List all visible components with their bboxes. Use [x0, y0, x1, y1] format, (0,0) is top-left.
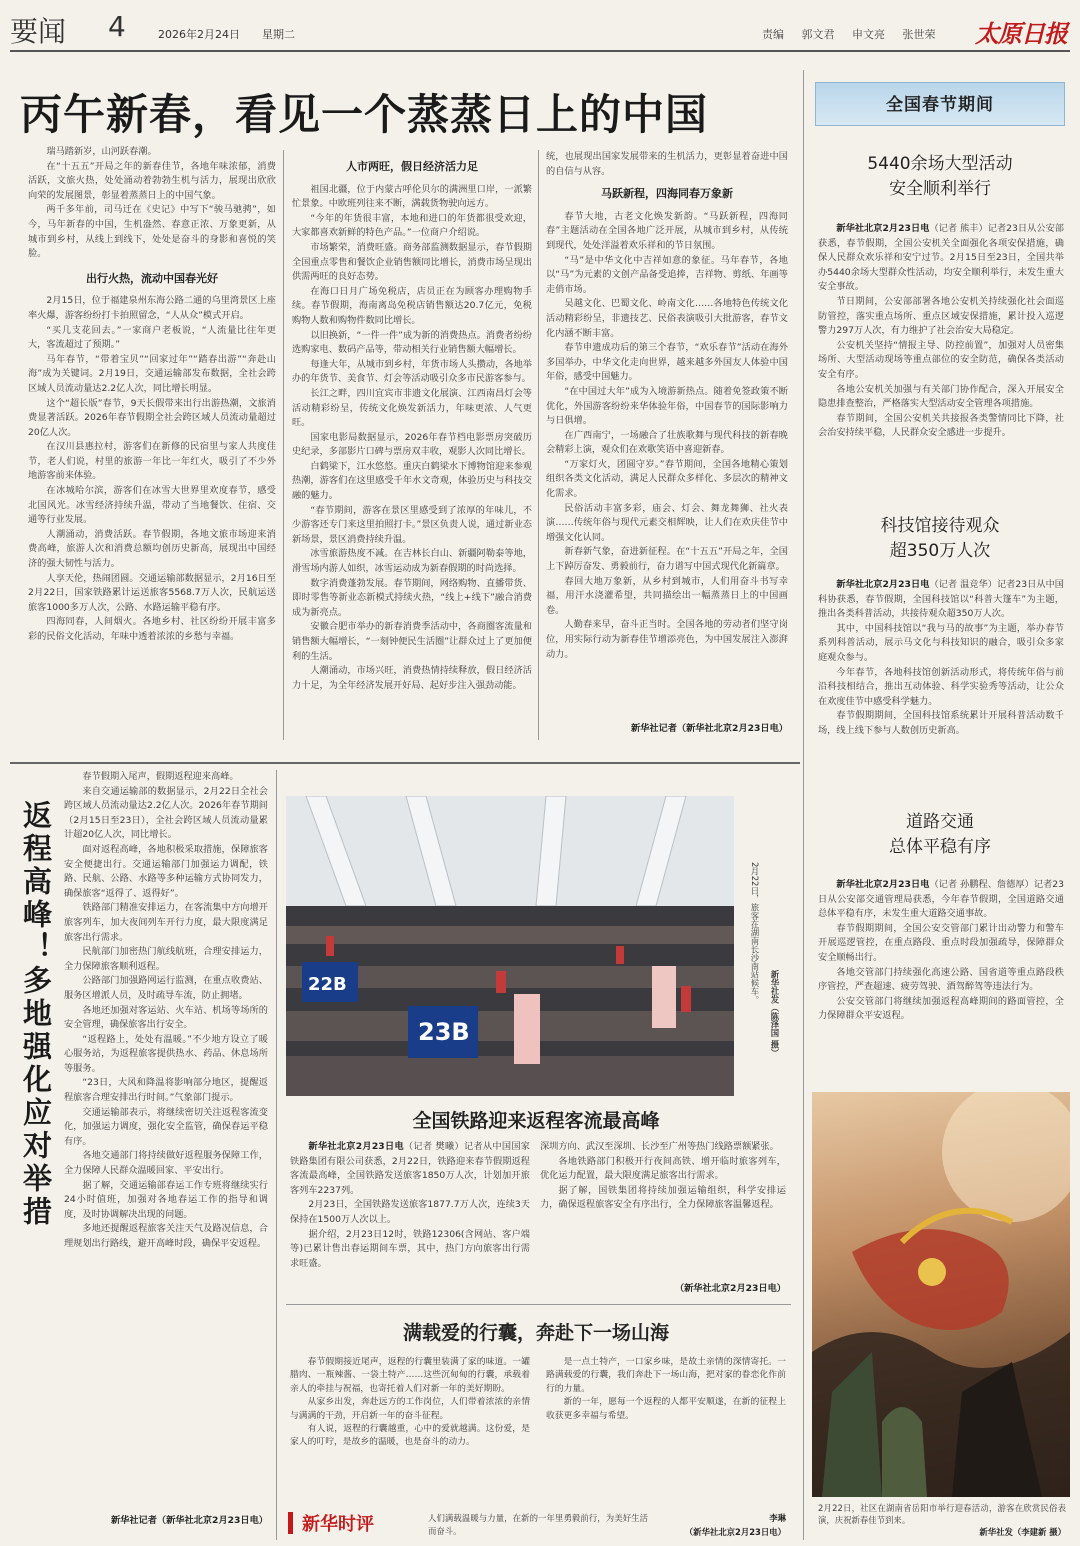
- paragraph: 节日期间，公安部部署各地公安机关持续强化社会面巡防管控，落实重点场所、重点区域安保措施，累计投入巡逻警力297万人次，有力维护了社会治安大局稳定。: [818, 295, 1064, 337]
- paragraph: 民航部门加密热门航线航班，合理安排运力，全力保障旅客顺利返程。: [64, 946, 268, 972]
- article-dateline: 新华社北京2月23日电: [836, 579, 930, 590]
- commentary-tag: [288, 1510, 416, 1536]
- paragraph: 瑞马踏新岁，山河跃春潮。: [46, 146, 157, 157]
- sidebar-article-title: [815, 514, 1065, 564]
- station-photo: [286, 796, 734, 1096]
- station-photo-caption: 2月22日，旅客在湖南长沙南站候车。: [750, 862, 760, 1004]
- sidebar-rule: [803, 70, 804, 1540]
- paragraph: 春节假期入尾声，假期返程迎来高峰。: [82, 771, 239, 782]
- section-rule: [10, 762, 800, 764]
- title-line: 道路交通: [906, 812, 974, 832]
- sidebar-article-body: [818, 578, 1064, 766]
- paragraph: 春节期间，全国公安机关共接报各类警情同比下降，社会治安持续平稳，人民群众安全感进一步提升。: [818, 412, 1064, 439]
- tag-text: 新华时评: [302, 1514, 374, 1535]
- main-col-3: [546, 150, 788, 745]
- paragraph: 两千多年前，司马迁在《史记》中写下“骏马驰骋”，如今，马年新春的中国，生机盎然、春意正浓、万象更新，从城市到乡村，从线上到线下，处处是奋斗的身影和喜悦的笑脸。: [28, 204, 276, 260]
- article-dateline: 新华社北京2月23日电: [308, 1141, 404, 1152]
- paragraph: 交通运输部表示，将继续密切关注返程客流变化，加强运力调度，强化安全监管，确保春运平稳有序。: [64, 1106, 268, 1147]
- main-headline: 丙午新春，看见一个蒸蒸日上的中国: [20, 90, 709, 139]
- masthead-rule: [10, 50, 1070, 52]
- paragraph: 来自交通运输部的数据显示，2月22日全社会跨区域人员流动量达2.2亿人次。2026年春节期间（2月15日至23日），全社会跨区域人员流动量累计超20亿人次，同比增长。: [64, 785, 268, 841]
- paragraph: （记者 樊曦）记者从中国国家铁路集团有限公司获悉，2月22日，铁路迎来春节假期返程客流最高峰，全国铁路发送旅客1850万人次，计划加开旅客列车2237列。: [290, 1141, 530, 1196]
- paragraph: 多地还提醒返程旅客关注天气及路况信息，合理规划出行路线，避开高峰时段，确保平安返程。: [64, 1223, 268, 1249]
- rail-article-left: [290, 1140, 530, 1300]
- paragraph: 是一点土特产，一口家乡味，是故土亲情的深情寄托。一路满载爱的行囊，我们奔赴下一场山海，把对家的眷恋化作前行的力量。: [546, 1357, 786, 1394]
- paragraph: “买几支花回去。”一家商户老板说，“人流量比往年更大，客流超过了预期。”: [28, 324, 276, 351]
- platform-sign: 23B: [418, 1018, 470, 1046]
- vertical-headline: 返程高峰！多地强化应对举措: [19, 800, 53, 1229]
- main-col-1: [28, 145, 276, 745]
- section-subhead: 出行火热，流动中国春光好: [86, 271, 218, 285]
- paragraph: 人勤春来早，奋斗正当时。全国各地的劳动者们坚守岗位，用实际行动为新春佳节增添亮色，为中国发展注入澎湃动力。: [546, 619, 788, 660]
- rail-article-right: [540, 1140, 786, 1280]
- section-subhead: 马跃新程，四海同春万象新: [601, 187, 733, 201]
- paragraph: 在海口日月广场免税店，店员正在为顾客办理购物手续。春节假期，海南离岛免税店销售额达20.7亿元，免税购物人数和购物件数同比增长。: [292, 285, 532, 326]
- paragraph: 公安机关坚持“情报主导、防控前置”，加强对人员密集场所、大型活动现场等重点部位的安全防范，确保各类活动安全有序。: [818, 339, 1064, 380]
- article-byline: 新华社记者（新华社北京2月23日电）: [64, 1514, 268, 1529]
- paragraph: （记者 温竞华）记者23日从中国科协获悉，春节假期，全国科技馆以“科普大篷车”为主题，推出各类科普活动，共接待观众超350万人次。: [818, 579, 1064, 620]
- paragraph: 人潮涌动，市场兴旺，消费热情持续释放，假日经济活力十足，为全年经济发展开好局、起好步注入强劲动能。: [292, 665, 532, 691]
- paragraph: “返程路上，处处有温暖。”不少地方设立了暖心服务站，为返程旅客提供热水、药品、休息场所等服务。: [64, 1033, 268, 1074]
- commentary-closing: 人们满载温暖与力量，在新的一年里勇毅前行，为美好生活而奋斗。: [428, 1513, 648, 1536]
- sidebar-banner: [815, 82, 1065, 126]
- paper-logo: 太原日报: [975, 19, 1067, 48]
- paragraph: 春回大地万象新，从乡村到城市，人们用奋斗书写幸福，用汗水浇灌希望，共同描绘出一幅蒸蒸日上的中国画卷。: [546, 575, 788, 616]
- paragraph: “春节期间，游客在景区里感受到了浓厚的年味儿，不少游客还专门来这里拍照打卡。”景区负责人说，通过新业态新场景，景区消费持续升温。: [292, 504, 532, 545]
- paragraph: “23日，大风和降温将影响部分地区，提醒返程旅客合理安排出行时间。”气象部门提示。: [64, 1077, 268, 1104]
- paragraph: 四海同春，人间烟火。各地乡村、社区纷纷开展丰富多彩的民俗文化活动，年味中透着浓浓的乡愁与幸福。: [28, 616, 276, 642]
- paragraph: 长江之畔，四川宜宾市非遗文化展演、江西南昌灯会等活动精彩纷呈，传统文化焕发新活力，年味更浓、人气更旺。: [292, 387, 532, 429]
- rail-headline: 全国铁路迎来返程客流最高峰: [412, 1110, 660, 1132]
- paragraph: 公路部门加强路网运行监测，在重点收费站、服务区增派人员，及时疏导车流，防止拥堵。: [64, 975, 268, 1001]
- column-rule: [276, 770, 277, 1540]
- editor-name: 郭文君: [801, 28, 835, 41]
- paragraph: 新春新气象，奋进新征程。在“十五五”开局之年，全国上下踔厉奋发、勇毅前行，奋力谱写中国式现代化新篇章。: [546, 546, 788, 573]
- paragraph: 统，也展现出国家发展带来的生机活力，更彰显着奋进中国的自信与从容。: [546, 151, 788, 177]
- article-dateline: 新华社北京2月23日电: [836, 879, 930, 890]
- section-rule: [286, 1304, 791, 1305]
- paragraph: 春节申遗成功后的第三个春节，“欢乐春节”活动在海外多国举办，中华文化走向世界，越来越多外国友人体验中国年俗，感受中国魅力。: [546, 342, 788, 383]
- paragraph: “万家灯火，团圆守岁。”春节期间，全国各地精心策划组织各类文化活动，满足人民群众多样化、多层次的精神文化需求。: [546, 458, 788, 500]
- title-line: 总体平稳有序: [889, 837, 991, 857]
- paragraph: 在冰城哈尔滨，游客们在冰雪大世界里欢度春节，感受北国风光。冰雪经济持续升温，带动了当地餐饮、住宿、交通等行业发展。: [28, 485, 276, 526]
- sidebar-article-body: [818, 878, 1064, 1078]
- paragraph: 各地还加强对客运站、火车站、机场等场所的安全管理，确保旅客出行安全。: [64, 1004, 268, 1031]
- festival-photo-art: [812, 1092, 1070, 1497]
- paragraph: 马年春节，“带着宝贝”“回家过年”“踏春出游”“奔赴山海”成为关键词。2月19日，交通运输部发布数据，全社会跨区域人员流动量达2.2亿人次，同比增长明显。: [28, 353, 276, 394]
- paragraph: 每逢大年，从城市到乡村，年货市场人头攒动，各地举办的年货节、美食节、灯会等活动吸引众多市民游客参与。: [292, 358, 532, 385]
- main-col-2: [292, 150, 532, 745]
- article-byline: 新华社记者（新华社北京2月23日电）: [546, 722, 788, 737]
- paragraph: 安徽合肥市举办的新春消费季活动中，各商圈客流量和销售额大幅增长，“一刻钟便民生活圈”让群众过上了更加便利的生活。: [292, 621, 532, 662]
- issue-date: 2026年2月24日: [158, 28, 240, 41]
- sidebar-article-title: [815, 810, 1065, 860]
- paragraph: 新的一年，愿每一个返程的人都平安顺遂，在新的征程上收获更多幸福与希望。: [546, 1397, 786, 1421]
- tag-marker: [288, 1512, 293, 1534]
- paragraph: 白鹤梁下，江水悠悠。重庆白鹤梁水下博物馆迎来参观热潮，游客们在这里感受千年水文奇观，体验历史与科技交融的魅力。: [292, 460, 532, 502]
- platform-sign: 22B: [308, 974, 347, 995]
- lower-left-column: [64, 770, 268, 1512]
- commentary-signoff: [650, 1512, 786, 1525]
- paragraph: 各地公安机关加强与有关部门协作配合，深入开展安全隐患排查整治，严格落实大型活动安全管理各项措施。: [818, 383, 1064, 410]
- article-byline: （新华社北京2月23日电）: [674, 1283, 786, 1294]
- sidebar-article-body: [818, 222, 1064, 492]
- paragraph: 人享天伦，热闹团圆。交通运输部数据显示，2月16日至2月22日，国家铁路累计运送旅客5568.7万人次，民航运送旅客1000多万人次，公路、水路运输平稳有序。: [28, 572, 276, 613]
- paragraph: 在广西南宁，一场融合了壮族歌舞与现代科技的新春晚会精彩上演，观众们在欢歌笑语中喜迎新春。: [546, 429, 788, 456]
- title-line: 安全顺利举行: [889, 179, 991, 199]
- commentary-body: [290, 1356, 786, 1510]
- paragraph: 市场繁荣，消费旺盛。商务部监测数据显示，春节假期全国重点零售和餐饮企业销售额同比增长，消费市场呈现出供需两旺的良好态势。: [292, 241, 532, 283]
- paragraph: 吴越文化、巴蜀文化、岭南文化……各地特色传统文化活动精彩纷呈，非遗技艺、民俗表演吸引大批游客，春节文化内涵不断丰富。: [546, 298, 788, 339]
- paragraph: （记者 熊丰）记者23日从公安部获悉，春节假期，全国公安机关全面强化各项安保措施，确保人民群众欢乐祥和安宁过节。2月15日至23日，全国共举办5440余场大型群众性活动，均安全顺利举行，未发生重大安全事故。: [818, 223, 1064, 293]
- paragraph: 以旧换新，“一件一件”成为新的消费热点。消费者纷纷选购家电、数码产品等，带动相关行业销售额大幅增长。: [292, 329, 532, 356]
- article-byline: （新华社北京2月23日电）: [684, 1527, 786, 1537]
- paragraph: 各地铁路部门积极开行夜间高铁、增开临时旅客列车，优化运力配置，最大限度满足旅客出行需求。: [540, 1155, 786, 1182]
- paragraph: 春节大地，古老文化焕发新韵。“马跃新程，四海同春”主题活动在全国各地广泛开展，从城市到乡村，从传统到现代，处处洋溢着欢乐祥和的节日氛围。: [546, 210, 788, 251]
- paragraph: 冰雪旅游热度不减。在吉林长白山、新疆阿勒泰等地，滑雪场内游人如织，冰雪运动成为新春假期的时尚选择。: [292, 548, 532, 575]
- section-label: 要闻: [10, 15, 67, 48]
- page-number: 4: [108, 10, 126, 43]
- paragraph: 其中，中国科技馆以“我与马的故事”为主题，举办春节系列科普活动，展示马文化与科技知识的融合，吸引众多家庭观众参与。: [818, 622, 1064, 663]
- editor-name: 申文亮: [852, 28, 885, 41]
- photo-caption: 2月22日，社区在湖南省岳阳市举行迎春活动，游客在欣赏民俗表演，庆祝新春佳节到来。: [818, 1503, 1066, 1525]
- paragraph: 有人说，返程的行囊越重，心中的爱就越满。这份爱，是家人的叮咛，是故乡的温暖，也是奋斗的动力。: [290, 1424, 530, 1448]
- paragraph: “在中国过大年”成为入境游新热点。随着免签政策不断优化，外国游客纷纷来华体验年俗，中国春节的国际影响力与日俱增。: [546, 385, 788, 427]
- paragraph: 春节假期接近尾声，返程的行囊里装满了家的味道。一罐腊肉、一瓶辣酱、一袋土特产……这些沉甸甸的行囊，承载着亲人的牵挂与祝福，也寄托着人们对新一年的美好期盼。: [290, 1357, 530, 1394]
- sidebar-banner-text: 全国春节期间: [886, 95, 994, 115]
- paragraph: 各地交管部门持续强化高速公路、国省道等重点路段秩序管控，严查超速、疲劳驾驶、酒驾醉驾等违法行为。: [818, 966, 1064, 993]
- paragraph: 公安交管部门将继续加强返程高峰期间的路面管控，全力保障群众平安返程。: [818, 995, 1064, 1022]
- editor-list: [762, 26, 936, 42]
- paragraph: 据了解，交通运输部春运工作专班将继续实行24小时值班，加强对各地春运工作的指导和调度，及时协调解决出现的问题。: [64, 1179, 268, 1220]
- paragraph: 从家乡出发，奔赴远方的工作岗位，人们带着浓浓的亲情与满满的干劲，开启新一年的奋斗征程。: [290, 1397, 530, 1421]
- paragraph: 深圳方向、武汉至深圳、长沙至广州等热门线路票额紧张。: [540, 1141, 779, 1152]
- column-rule: [538, 150, 539, 740]
- section-subhead: 人市两旺，假日经济活力足: [346, 160, 478, 173]
- paragraph: 国家电影局数据显示，2026年春节档电影票房突破历史纪录，多部影片口碑与票房双丰收，观影人次同比增长。: [292, 431, 532, 458]
- paragraph: “今年的年货很丰富，本地和进口的年货都很受欢迎，大家都喜欢新鲜的特色产品。”一位商户介绍说。: [292, 212, 532, 239]
- commentary-author: 李琳: [769, 1513, 786, 1523]
- paragraph: 春节假期期间，全国公安交管部门累计出动警力和警车开展巡逻管控，在重点路段、重点时段加强疏导，保障群众安全顺畅出行。: [818, 922, 1064, 963]
- paragraph: 2月23日，全国铁路发送旅客1877.7万人次，连续3天保持在1500万人次以上。: [290, 1199, 530, 1225]
- masthead: [0, 0, 1080, 60]
- paragraph: （记者 孙鹏程、詹德厚）记者23日从公安部交通管理局获悉，今年春节假期，全国道路交通总体平稳有序，未发生重大道路交通事故。: [818, 879, 1064, 920]
- paragraph: 今年春节，各地科技馆创新活动形式，将传统年俗与前沿科技相结合，推出互动体验、科学实验秀等活动，让公众在欢度佳节中感受科学魅力。: [818, 666, 1064, 707]
- paragraph: 人潮涌动，消费活跃。春节假期，各地文旅市场迎来消费高峰，旅游人次和消费总额均创历史新高，展现出中国经济的强大韧性与活力。: [28, 528, 276, 570]
- issue-weekday: 星期二: [262, 28, 295, 41]
- paragraph: 祖国北疆，位于内蒙古呼伦贝尔的满洲里口岸，一派繁忙景象。中欧班列往来不断，满载货物驶向远方。: [292, 183, 532, 210]
- sidebar-article-title: [815, 152, 1065, 202]
- column-rule: [283, 150, 284, 740]
- paragraph: 据了解，国铁集团将持续加强运输组织，科学安排运力，确保返程旅客安全有序出行，全力保障旅客温馨返程。: [540, 1184, 786, 1211]
- editor-role: 责编: [762, 28, 784, 41]
- editor-name: 张世荣: [902, 28, 936, 41]
- festival-photo: [812, 1092, 1070, 1497]
- paragraph: 数字消费蓬勃发展。春节期间，网络购物、直播带货、即时零售等新业态新模式持续火热，“线上+线下”融合消费成为新亮点。: [292, 577, 532, 618]
- paragraph: 铁路部门精准安排运力，在客流集中方向增开旅客列车，加大夜间列车开行力度，最大限度满足旅客出行需求。: [64, 902, 268, 943]
- photo-credit: 新华社发（李建新 摄）: [979, 1527, 1066, 1537]
- paragraph: 据介绍，2月23日12时，铁路12306(含网站、客户端等)已累计售出春运期间车票，其中，热门方向旅客出行需求旺盛。: [290, 1228, 530, 1269]
- station-photo-credit: 新华社发（陈泽国 摄）: [770, 970, 780, 1057]
- commentary-headline: 满载爱的行囊，奔赴下一场山海: [402, 1322, 669, 1344]
- station-photo-art: [286, 796, 734, 1096]
- article-dateline: 新华社北京2月23日电: [836, 223, 930, 234]
- paragraph: 民俗活动丰富多彩，庙会、灯会、舞龙舞狮、社火表演……传统年俗与现代元素交相辉映，让人们在欢庆佳节中增强文化认同。: [546, 502, 788, 543]
- paragraph: 这个“超长版”春节，9天长假带来出行出游热潮，文旅消费显著活跃。2026年春节假期全社会跨区域人员流动量超过20亿人次。: [28, 397, 276, 438]
- paragraph: 2月15日，位于福建泉州东海公路二通的乌里湾景区上座率火爆，游客纷纷打卡拍照留念，“人从众”模式开启。: [28, 295, 276, 321]
- paragraph: 各地交通部门将持续做好返程服务保障工作，全力保障人民群众温暖回家、平安出行。: [64, 1150, 268, 1177]
- title-line: 超350万人次: [889, 541, 991, 561]
- paragraph: 在汉川县惠拉村，游客们在新修的民宿里与家人共度佳节，老人们说，村里的旅游一年比一年红火，吸引了不少外地游客前来体验。: [28, 441, 276, 482]
- paragraph: “马”是中华文化中吉祥如意的象征。马年春节，各地以“马”为元素的文创产品备受追捧，吉祥物、剪纸、年画等走俏市场。: [546, 254, 788, 295]
- paragraph: 在“十五五”开局之年的新春佳节，各地年味浓郁，消费活跃，文旅火热，处处涌动着勃勃生机与活力，展现出欣欣向荣的发展图景，彰显着蒸蒸日上的中国气象。: [28, 160, 276, 201]
- title-line: 科技馆接待观众: [880, 516, 1000, 536]
- paragraph: 春节假期期间，全国科技馆系统累计开展科普活动数千场，线上线下参与人数创历史新高。: [818, 710, 1064, 736]
- title-line: 5440余场大型活动: [867, 154, 1013, 174]
- paragraph: 面对返程高峰，各地积极采取措施，保障旅客安全便捷出行。交通运输部门加强运力调配，铁路、民航、公路、水路等多种运输方式协同发力，确保旅客“返得了、返得好”。: [64, 843, 268, 899]
